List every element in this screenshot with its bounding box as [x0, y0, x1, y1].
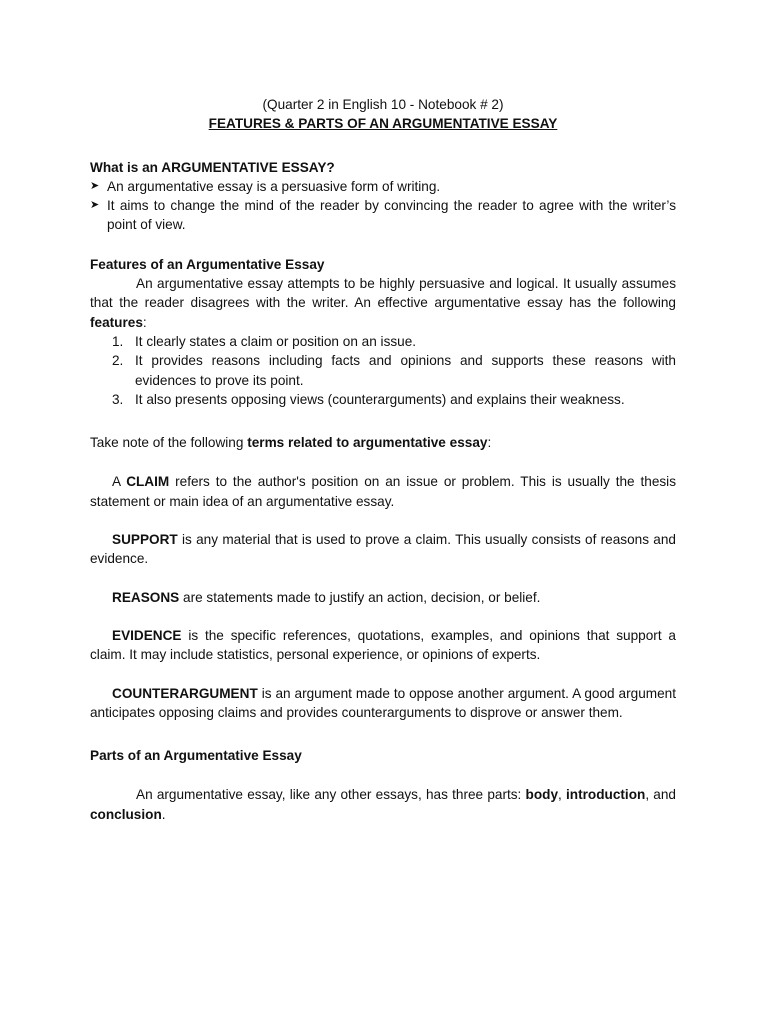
features-intro-text: An argumentative essay attempts to be highly persuasive and logical. It usually assumes that the reader disagrees with the writer. An effective argumentative essay has the following [90, 276, 676, 311]
terms-note [90, 433, 676, 452]
arrowhead-bullet-icon: ➤ [90, 179, 100, 192]
list-item-text: It provides reasons including facts and opinions and supports these reasons with evidences to prove its point. [135, 353, 676, 388]
term-reasons-text: are statements made to justify an action, decision, or belief. [179, 589, 541, 605]
list-number: 2. [112, 353, 124, 369]
term-evidence-word: EVIDENCE [112, 627, 182, 643]
document-content [90, 95, 676, 824]
term-evidence [90, 626, 676, 665]
document-subtitle: (Quarter 2 in English 10 - Notebook # 2) [262, 97, 504, 112]
list-item-text: It also presents opposing views (counterarguments) and explains their weakness. [135, 391, 625, 407]
term-counterargument-text: is an argument made to oppose another argument. A good argument anticipates opposing claims and provides counterarguments to disprove or answer them. [90, 685, 676, 720]
term-reasons-word: REASONS [112, 589, 180, 605]
list-item [90, 351, 676, 390]
list-item [90, 177, 676, 196]
features-intro-end: : [142, 314, 147, 330]
terms-note-pre: Take note of the following [90, 435, 248, 451]
features-intro-bold: features [90, 314, 143, 330]
arrowhead-bullet-icon: ➤ [90, 199, 100, 212]
term-support [90, 530, 676, 569]
term-claim-word: CLAIM [126, 474, 170, 490]
parts-bold-introduction: introduction [566, 787, 646, 803]
list-number: 1. [112, 333, 124, 349]
parts-text-4: . [161, 806, 166, 822]
parts-text-1: An argumentative essay, like any other essays, has three parts: [136, 787, 526, 803]
features-intro [90, 274, 676, 332]
term-claim-pre: A [112, 474, 127, 490]
bullet-text: An argumentative essay is a persuasive form of writing. [107, 178, 441, 194]
bullet-text: It aims to change the mind of the reader by convincing the reader to agree with the writer’s point of view. [107, 198, 676, 233]
parts-bold-conclusion: conclusion [90, 806, 162, 822]
term-counterargument [90, 684, 676, 723]
parts-text-3: , and [645, 787, 676, 803]
term-claim [90, 472, 676, 511]
document-title: FEATURES & PARTS OF AN ARGUMENTATIVE ESSAY [208, 116, 558, 132]
parts-heading: Parts of an Argumentative Essay [90, 748, 302, 764]
terms-note-bold: terms related to argumentative essay [247, 435, 488, 451]
list-item [90, 196, 676, 235]
features-numbered-list [90, 332, 676, 409]
term-evidence-text: is the specific references, quotations, examples, and opinions that support a claim. It may include statistics, personal experience, or opinions of experts. [90, 627, 676, 663]
terms-note-post: : [487, 435, 492, 451]
features-heading: Features of an Argumentative Essay [90, 256, 325, 272]
list-item [90, 390, 676, 409]
parts-text-2: , [558, 787, 567, 803]
term-claim-text: refers to the author's position on an issue or problem. This is usually the thesis statement or main idea of an argumentative essay. [90, 474, 676, 509]
list-number: 3. [112, 391, 124, 407]
what-is-bullet-list [90, 177, 676, 235]
what-is-heading: What is an ARGUMENTATIVE ESSAY? [90, 159, 335, 175]
term-reasons [90, 588, 676, 607]
list-item-text: It clearly states a claim or position on an issue. [135, 333, 417, 349]
term-counterargument-word: COUNTERARGUMENT [112, 685, 258, 701]
parts-bold-body: body [525, 787, 559, 803]
parts-paragraph [90, 785, 676, 824]
term-support-text: is any material that is used to prove a claim. This usually consists of reasons and evidence. [90, 532, 676, 567]
term-support-word: SUPPORT [112, 532, 178, 548]
list-item [90, 332, 676, 351]
